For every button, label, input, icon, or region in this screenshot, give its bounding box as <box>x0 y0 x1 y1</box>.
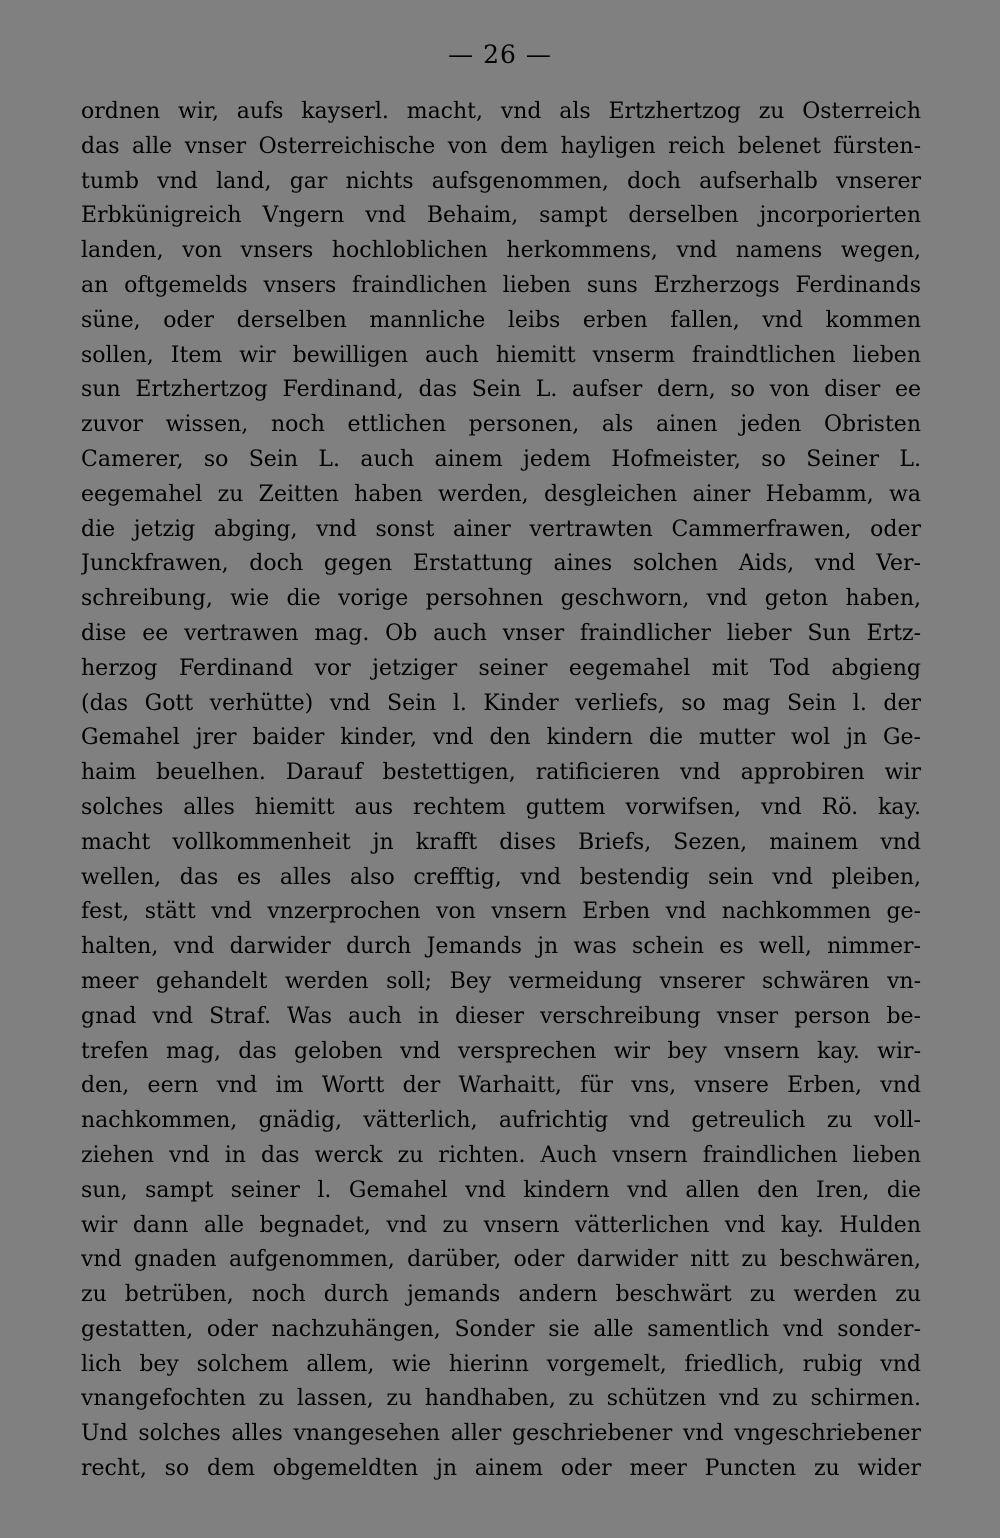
text-line: wellen, das es alles also crefftig, vnd bestendig sein vnd pleiben, <box>81 864 921 890</box>
text-line: vnangefochten zu lassen, zu handhaben, zu schützen vnd zu schirmen. <box>81 1386 921 1412</box>
text-line: gnad vnd Straf. Was auch in dieser verschreibung vnser person be- <box>81 1003 921 1029</box>
text-line: sun Ertzhertzog Ferdinand, das Sein L. aufser dern, so von diser ee <box>81 377 921 403</box>
text-line: an oftgemelds vnsers fraindlichen lieben suns Erzherzogs Ferdinands <box>81 272 921 298</box>
text-line: halten, vnd darwider durch Jemands jn was schein es well, nimmer- <box>81 934 921 960</box>
text-line: herzog Ferdinand vor jetziger seiner eegemahel mit Tod abgieng <box>81 655 921 681</box>
text-line: recht, so dem obgemeldten jn ainem oder meer Puncten zu wider <box>81 1456 921 1482</box>
text-line: (das Gott verhütte) vnd Sein l. Kinder verliefs, so mag Sein l. der <box>81 690 921 716</box>
text-line: macht vollkommenheit jn krafft dises Briefs, Sezen, mainem vnd <box>81 829 921 855</box>
text-line: wir dann alle begnadet, vnd zu vnsern vätterlichen vnd kay. Hulden <box>81 1212 921 1238</box>
text-line: die jetzig abging, vnd sonst ainer vertrawten Cammerfrawen, oder <box>81 516 921 542</box>
text-line: zuvor wissen, noch ettlichen personen, als ainen jeden Obristen <box>81 412 921 438</box>
text-line: Gemahel jrer baider kinder, vnd den kindern die mutter wol jn Ge- <box>81 725 921 751</box>
text-line: nachkommen, gnädig, vätterlich, aufrichtig vnd getreulich zu voll- <box>81 1108 921 1134</box>
text-line: ziehen vnd in das werck zu richten. Auch vnsern fraindlichen lieben <box>81 1142 921 1168</box>
text-line: Und solches alles vnangesehen aller geschriebener vnd vngeschriebener <box>81 1421 921 1447</box>
text-line: Junckfrawen, doch gegen Erstattung aines solchen Aids, vnd Ver- <box>81 551 921 577</box>
text-line: schreibung, wie die vorige persohnen geschworn, vnd geton haben, <box>81 586 921 612</box>
text-line: vnd gnaden aufgenommen, darüber, oder darwider nitt zu beschwären, <box>81 1247 921 1273</box>
text-line: Camerer, so Sein L. auch ainem jedem Hofmeister, so Seiner L. <box>81 446 921 472</box>
text-line: meer gehandelt werden soll; Bey vermeidung vnserer schwären vn- <box>81 968 921 994</box>
text-line: ordnen wir, aufs kayserl. macht, vnd als Ertzhertzog zu Osterreich <box>81 99 921 124</box>
text-line: fest, stätt vnd vnzerprochen von vnsern Erben vnd nachkommen ge- <box>81 899 921 925</box>
text-line: zu betrüben, noch durch jemands andern beschwärt zu werden zu <box>81 1282 921 1308</box>
text-line: das alle vnser Osterreichische von dem hayligen reich belenet fürsten- <box>81 133 921 159</box>
text-line: sun, sampt seiner l. Gemahel vnd kindern vnd allen den Iren, die <box>81 1177 921 1203</box>
text-line: den, eern vnd im Wortt der Warhaitt, für vns, vnsere Erben, vnd <box>81 1073 921 1099</box>
page-number: — 26 — <box>448 40 552 69</box>
text-line: tumb vnd land, gar nichts aufsgenommen, doch aufserhalb vnserer <box>81 168 921 194</box>
text-line: eegemahel zu Zeitten haben werden, desgleichen ainer Hebamm, wa <box>81 481 921 507</box>
body-text <box>81 95 921 1487</box>
text-line: sollen, Item wir bewilligen auch hiemitt vnserm fraindtlichen lieben <box>81 342 921 368</box>
text-line: gestatten, oder nachzuhängen, Sonder sie alle samentlich vnd sonder- <box>81 1316 921 1342</box>
text-line: solches alles hiemitt aus rechtem guttem vorwifsen, vnd Rö. kay. <box>81 794 921 820</box>
text-line: landen, von vnsers hochloblichen herkommens, vnd namens wegen, <box>81 238 921 264</box>
text-line: haim beuelhen. Darauf bestettigen, ratificieren vnd approbiren wir <box>81 760 921 786</box>
text-line: dise ee vertrawen mag. Ob auch vnser fraindlicher lieber Sun Ertz- <box>81 620 921 646</box>
text-line: lich bey solchem allem, wie hierinn vorgemelt, friedlich, rubig vnd <box>81 1351 921 1377</box>
text-line: trefen mag, das geloben vnd versprechen wir bey vnsern kay. wir- <box>81 1038 921 1064</box>
text-line: Erbkünigreich Vngern vnd Behaim, sampt derselben jncorporierten <box>81 203 921 229</box>
text-line: süne, oder derselben mannliche leibs erben fallen, vnd kommen <box>81 307 921 333</box>
